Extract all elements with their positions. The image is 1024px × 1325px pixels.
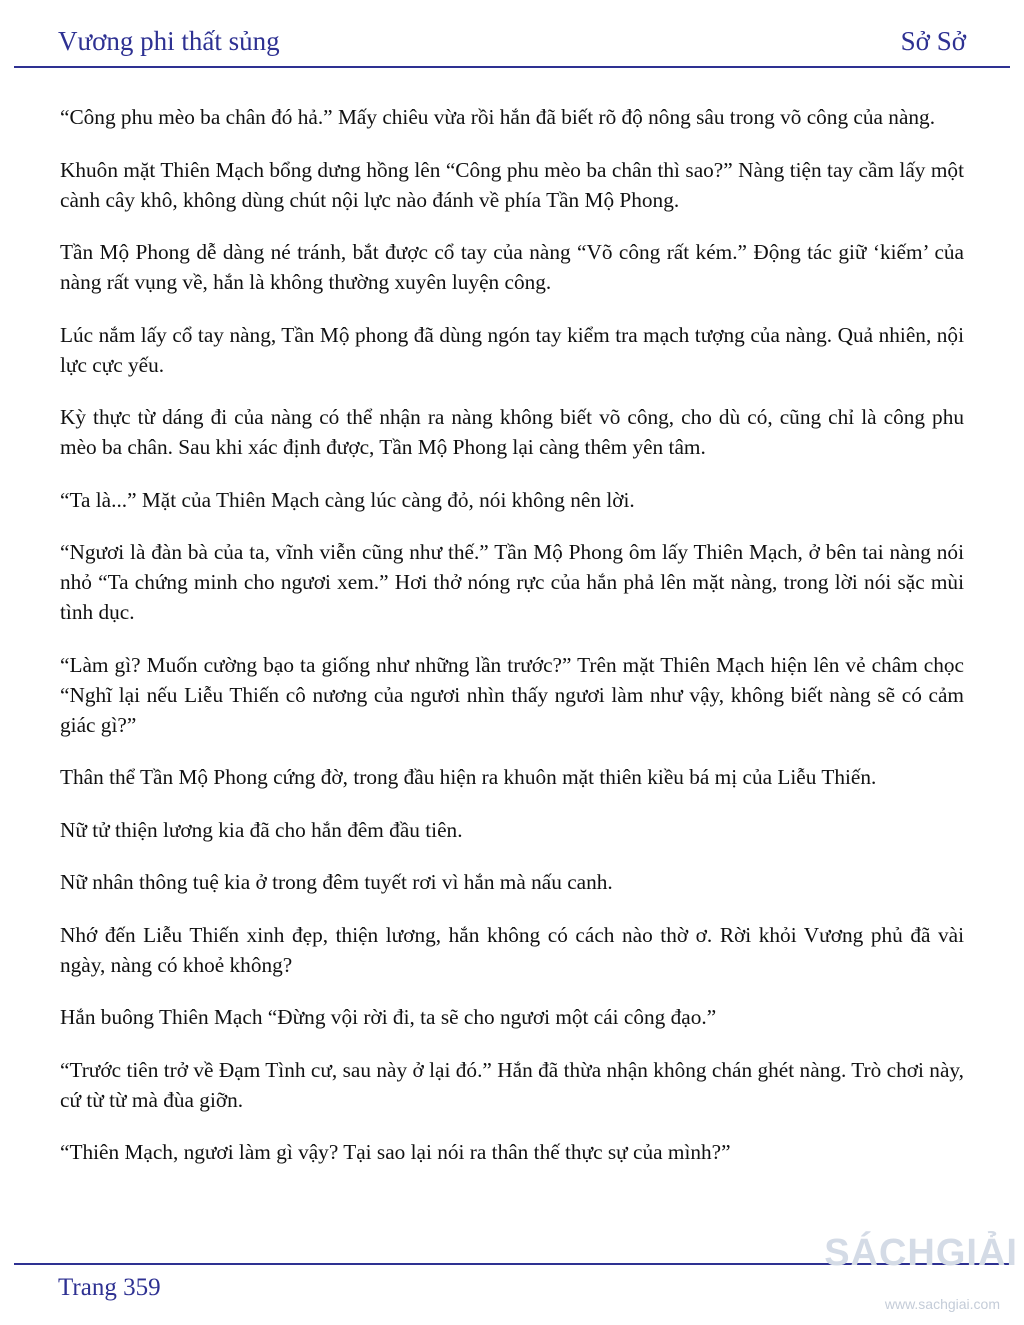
watermark-logo xyxy=(808,1232,1018,1318)
logo-url: www.sachgiai.com xyxy=(884,1296,1000,1312)
logo-text: SÁCHGIẢI xyxy=(824,1232,1018,1274)
paragraph: “Thiên Mạch, ngươi làm gì vậy? Tại sao lại nói ra thân thế thực sự của mình?” xyxy=(60,1140,731,1164)
paragraph: “Công phu mèo ba chân đó hả.” Mấy chiêu vừa rồi hắn đã biết rõ độ nông sâu trong võ công của nàng. xyxy=(60,105,936,129)
paragraph: “Làm gì? Muốn cường bạo ta giống như những lần trước?” Trên mặt Thiên Mạch hiện lên vẻ châm chọc “Nghĩ lại nếu Liễu Thiến cô nương của ngươi nhìn thấy ngươi làm như vậy, không biết nàng sẽ có cảm giác gì?” xyxy=(60,652,964,737)
paragraph: Lúc nắm lấy cổ tay nàng, Tần Mộ phong đã dùng ngón tay kiểm tra mạch tượng của nàng. Quả nhiên, nội lực cực yếu. xyxy=(60,322,964,377)
paragraph: “Ngươi là đàn bà của ta, vĩnh viễn cũng như thế.” Tần Mộ Phong ôm lấy Thiên Mạch, ở bên tai nàng nói nhỏ “Ta chứng minh cho ngươi xem.” Hơi thở nóng rực của hắn phả lên mặt nàng, trong lời nói sặc mùi tình dục. xyxy=(60,540,964,624)
paragraph: “Trước tiên trở về Đạm Tình cư, sau này ở lại đó.” Hắn đã thừa nhận không chán ghét nàng. Trò chơi này, cứ từ từ mà đùa giỡn. xyxy=(60,1057,964,1112)
paragraph: “Ta là...” Mặt của Thiên Mạch càng lúc càng đỏ, nói không nên lời. xyxy=(60,487,635,512)
paragraph: Nữ tử thiện lương kia đã cho hắn đêm đầu tiên. xyxy=(60,817,463,842)
page-body xyxy=(60,102,964,1190)
paragraph: Nhớ đến Liễu Thiến xinh đẹp, thiện lương, hắn không có cách nào thờ ơ. Rời khỏi Vương phủ đã vài ngày, nàng có khoẻ không? xyxy=(60,922,964,977)
paragraph: Thân thể Tần Mộ Phong cứng đờ, trong đầu hiện ra khuôn mặt thiên kiều bá mị của Liễu Thiến. xyxy=(60,765,877,789)
book-title: Vương phi thất sủng xyxy=(58,26,280,56)
paragraph: Nữ nhân thông tuệ kia ở trong đêm tuyết rơi vì hắn mà nấu canh. xyxy=(60,870,613,894)
paragraph: Hắn buông Thiên Mạch “Đừng vội rời đi, ta sẽ cho ngươi một cái công đạo.” xyxy=(60,1005,717,1029)
paragraph: Khuôn mặt Thiên Mạch bổng dưng hồng lên “Công phu mèo ba chân thì sao?” Nàng tiện tay cầm lấy một cành cây khô, không dùng chút nội lực nào đánh về phía Tần Mộ Phong. xyxy=(60,157,964,212)
paragraph: Tần Mộ Phong dễ dàng né tránh, bắt được cổ tay của nàng “Võ công rất kém.” Động tác giữ ‘kiếm’ của nàng rất vụng về, hắn là không thường xuyên luyện công. xyxy=(60,240,964,294)
page-header xyxy=(14,22,1010,68)
page-number: Trang 359 xyxy=(58,1274,161,1301)
paragraph: Kỳ thực từ dáng đi của nàng có thể nhận ra nàng không biết võ công, cho dù có, cũng chỉ là công phu mèo ba chân. Sau khi xác định được, Tần Mộ Phong lại càng thêm yên tâm. xyxy=(60,405,964,459)
book-author: Sở Sở xyxy=(900,26,966,56)
